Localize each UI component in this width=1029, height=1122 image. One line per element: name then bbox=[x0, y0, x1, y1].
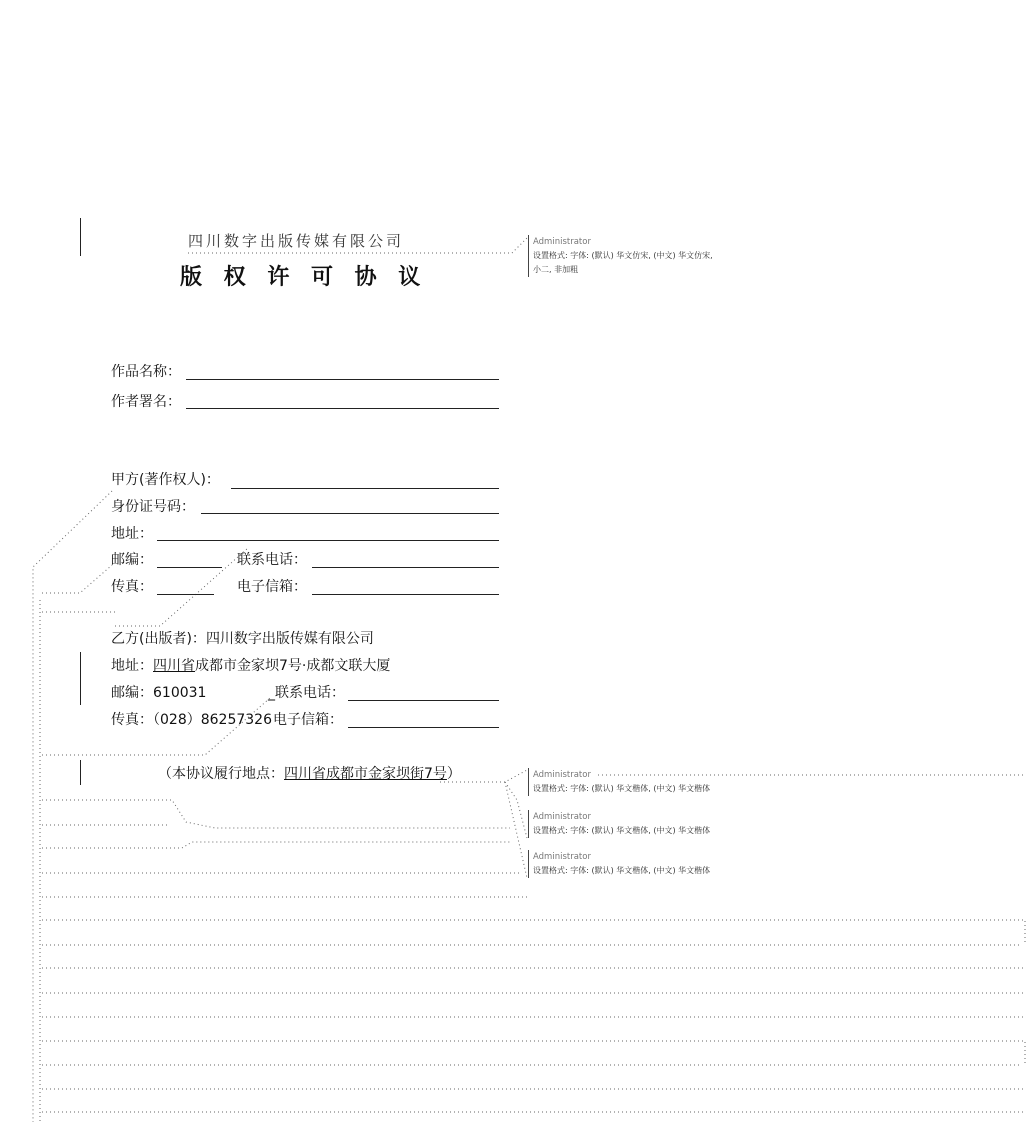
work-author-field[interactable] bbox=[186, 408, 499, 409]
party-a-email-label: 电子信箱： bbox=[237, 579, 307, 595]
party-b-fax-line bbox=[111, 712, 272, 728]
party-b-line bbox=[111, 631, 374, 647]
inserted-text: 四川省成都市金家坝街7号 bbox=[284, 766, 447, 782]
comment-author: Administrator bbox=[533, 770, 591, 780]
party-a-fax-label: 传真： bbox=[111, 579, 153, 595]
party-a-postcode-label: 邮编： bbox=[111, 552, 153, 568]
comment-author: Administrator bbox=[533, 852, 591, 862]
work-name-label: 作品名称： bbox=[111, 364, 181, 380]
party-a-phone-field[interactable] bbox=[312, 567, 499, 568]
venue-prefix: （本协议履行地点： bbox=[158, 766, 284, 782]
party-b-postcode-line bbox=[111, 685, 206, 701]
change-bar bbox=[80, 218, 81, 256]
party-a-id-label: 身份证号码： bbox=[111, 499, 195, 515]
comment-text: 设置格式: 字体: (默认) 华文楷体, (中文) 华文楷体 bbox=[533, 866, 711, 875]
party-a-label: 甲方(著作权人)： bbox=[111, 472, 220, 488]
change-bar bbox=[80, 652, 81, 705]
party-b-phone-field[interactable] bbox=[348, 700, 499, 701]
party-a-id-field[interactable] bbox=[201, 513, 499, 514]
comment-author: Administrator bbox=[533, 237, 591, 247]
party-a-fax-field[interactable] bbox=[157, 594, 214, 595]
party-b-postcode: 610031 bbox=[153, 685, 207, 701]
comment-balloon[interactable] bbox=[528, 768, 710, 796]
party-b-name: 四川数字出版传媒有限公司 bbox=[205, 631, 374, 647]
comment-balloon[interactable] bbox=[528, 235, 713, 277]
party-b-label: 乙方(出版者)： bbox=[111, 631, 206, 647]
comment-text: 设置格式: 字体: (默认) 华文楷体, (中文) 华文楷体 bbox=[533, 784, 711, 793]
party-b-postcode-label: 邮编： bbox=[111, 685, 153, 701]
comment-text: 小二, 非加粗 bbox=[533, 265, 579, 274]
party-b-email-label: 电子信箱： bbox=[273, 712, 343, 728]
work-author-label: 作者署名： bbox=[111, 394, 181, 410]
change-bar bbox=[80, 760, 81, 785]
comment-author: Administrator bbox=[533, 812, 591, 822]
party-b-address-label: 地址： bbox=[111, 658, 153, 674]
party-b-address: 成都市金家坝7号·成都文联大厦 bbox=[195, 658, 391, 674]
party-b-fax-label: 传真： bbox=[111, 712, 153, 728]
party-a-phone-label: 联系电话： bbox=[237, 552, 307, 568]
comment-balloon[interactable] bbox=[528, 850, 710, 878]
document-title: 版 权 许 可 协 议 bbox=[180, 264, 428, 290]
venue-line bbox=[158, 766, 461, 782]
comment-text: 设置格式: 字体: (默认) 华文楷体, (中文) 华文楷体 bbox=[533, 826, 711, 835]
company-heading: 四川数字出版传媒有限公司 bbox=[188, 232, 405, 250]
party-b-fax: （028）86257326 bbox=[153, 712, 272, 728]
party-b-address-line bbox=[111, 658, 390, 674]
venue-suffix: ） bbox=[446, 766, 461, 782]
comment-text: 设置格式: 字体: (默认) 华文仿宋, (中文) 华文仿宋, bbox=[533, 251, 713, 260]
party-a-name-field[interactable] bbox=[231, 488, 499, 489]
party-b-phone-label: _联系电话： bbox=[268, 685, 345, 701]
party-b-email-field[interactable] bbox=[348, 727, 499, 728]
party-a-postcode-field[interactable] bbox=[157, 567, 222, 568]
party-a-address-field[interactable] bbox=[157, 540, 499, 541]
inserted-text: 四川省 bbox=[153, 658, 195, 674]
work-name-field[interactable] bbox=[186, 379, 499, 380]
party-a-email-field[interactable] bbox=[312, 594, 499, 595]
party-a-address-label: 地址： bbox=[111, 526, 153, 542]
comment-balloon[interactable] bbox=[528, 810, 710, 838]
